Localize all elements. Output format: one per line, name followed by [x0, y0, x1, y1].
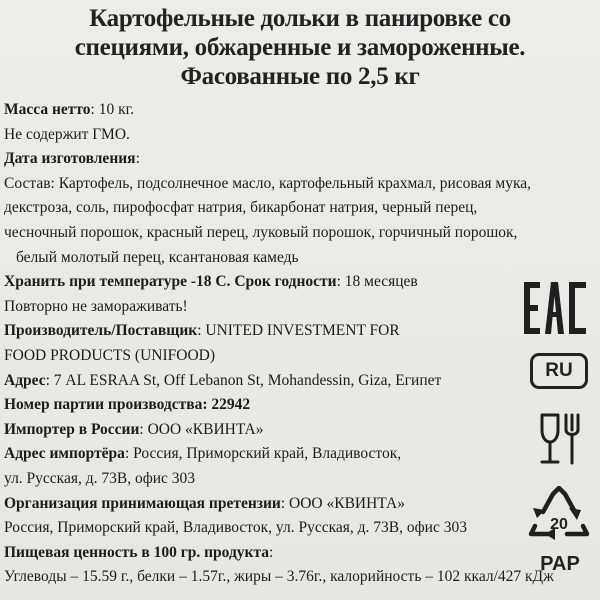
manufacturer-row-2: FOOD PRODUCTS (UNIFOOD) [4, 346, 215, 364]
claims-org-value: : ООО «КВИНТА» [280, 494, 405, 512]
production-date-label: Дата изготовления [4, 150, 136, 168]
title-line-2: специями, обжаренные и замороженные. [74, 34, 526, 61]
claims-org-row [4, 492, 594, 517]
net-mass-row [4, 98, 594, 123]
nutrition-label: Пищевая ценность в 100 гр. продукта [4, 543, 270, 561]
importer-address-label: Адрес импортёра [4, 445, 125, 463]
storage-row [4, 270, 594, 295]
claims-org-row-2: Россия, Приморский край, Владивосток, ул. Русская, д. 73В, офис 303 [4, 519, 467, 537]
net-mass-value: : 10 кг. [90, 101, 135, 118]
importer-address-row-2: ул. Русская, д. 73В, офис 303 [4, 469, 196, 487]
composition-line-1: Состав: Картофель, подсолнечное масло, картофельный крахмал, рисовая мука, [4, 174, 532, 192]
address-label: Адрес [4, 371, 46, 389]
production-date-value: : [135, 150, 140, 168]
product-title [0, 4, 600, 91]
gmo-row: Не содержит ГМО. [4, 125, 130, 143]
manufacturer-row [4, 319, 594, 344]
storage-label: Хранить при температуре -18 С. Срок годности [4, 273, 337, 291]
importer-address-value: : Россия, Приморский край, Владивосток, [124, 445, 402, 463]
recycle-number: 20 [550, 516, 568, 533]
composition-line-2: декстроза, соль, пирофосфат натрия, бикарбонат натрия, черный перец, [4, 199, 478, 217]
manufacturer-label: Производитель/Поставщик [4, 322, 198, 340]
production-date-row [4, 147, 594, 172]
address-row [4, 369, 594, 394]
composition-line-4: белый молотый перец, ксантановая камедь [16, 248, 299, 266]
ru-mark-badge: RU [530, 353, 588, 389]
title-line-3: Фасованные по 2,5 кг [180, 63, 420, 90]
importer-address-row [4, 442, 594, 467]
recycle-code-label: PAP [540, 553, 580, 575]
composition-line-3: чесночный порошок, красный перец, луковый порошок, горчичный порошок, [4, 223, 518, 241]
importer-row [4, 418, 594, 443]
claims-org-label: Организация принимающая претензии [4, 494, 281, 512]
glass-fork-icon [528, 410, 588, 470]
batch-row: Номер партии производства: 22942 [4, 396, 251, 414]
label-body [4, 98, 594, 590]
nutrition-values-row: Углеводы – 15.59 г., белки – 1.57г., жиры – 3.76г., калорийность – 102 ккал/427 кДж [4, 568, 554, 586]
eac-mark-icon [524, 282, 586, 334]
title-line-1: Картофельные дольки в панировке со [89, 5, 511, 32]
storage-value: : 18 месяцев [336, 273, 418, 291]
net-mass-label: Масса нетто [4, 101, 91, 118]
nutrition-value: : [269, 543, 274, 561]
importer-value: : ООО «КВИНТА» [139, 420, 264, 438]
manufacturer-value: : UNITED INVESTMENT FOR [197, 322, 400, 340]
no-refreeze-row: Повторно не замораживать! [4, 297, 188, 315]
nutrition-row [4, 541, 594, 566]
importer-label: Импортер в России [4, 420, 140, 438]
address-value: : 7 AL ESRAA St, Off Lebanon St, Mohandessin, Giza, Египет [45, 371, 442, 389]
